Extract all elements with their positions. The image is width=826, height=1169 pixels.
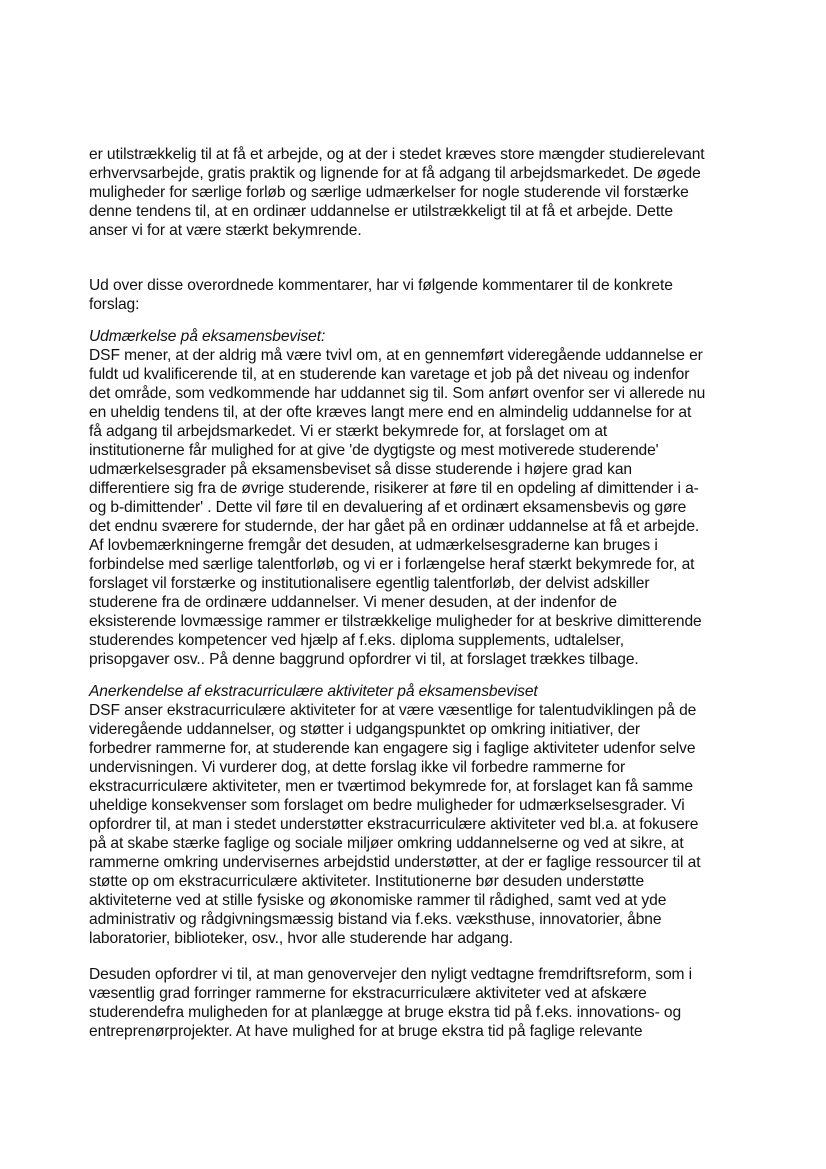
text-line: forbindelse med særlige talentforløb, og vi er i forlængelse heraf stærkt bekymrede for, at: [89, 556, 695, 573]
section-heading: Anerkendelse af ekstracurriculære aktiviteter på eksamensbeviset: [89, 683, 538, 700]
text-line: og b-dimittender' . Dette vil føre til en devaluering af et ordinært eksamensbevis og gøre: [89, 499, 687, 516]
text-line: det område, som vedkommende har uddannet sig til. Som anført ovenfor ser vi allerede nu: [89, 385, 706, 402]
text-line: forslag:: [89, 296, 140, 313]
text-line: anser vi for at være stærkt bekymrende.: [89, 222, 362, 239]
text-line: det endnu sværere for studernde, der har gået på en ordinær uddannelse at få et arbejde.: [89, 518, 700, 535]
text-line: ekstracurriculære aktiviteter, men er tværtimod bekymrede for, at forslaget kan få samme: [89, 778, 693, 795]
text-line: fuldt ud kvalificerende til, at en studerende kan varetage et job på det niveau og indenfor: [89, 366, 690, 383]
text-line: rammerne omkring undervisernes arbejdstid understøtter, at der er faglige ressourcer til at: [89, 854, 701, 871]
text-line: Desuden opfordrer vi til, at man genovervejer den nyligt vedtagne fremdriftsreform, som i: [89, 966, 693, 983]
text-line: prisopgaver osv.. På denne baggrund opfordrer vi til, at forslaget trækkes tilbage.: [89, 651, 639, 668]
text-line: uheldige konsekvenser som forslaget om bedre muligheder for udmærkselsesgrader. Vi: [89, 797, 685, 814]
text-line: administrativ og rådgivningsmæssig bistand via f.eks. væksthuse, innovatorier, åbne: [89, 911, 662, 928]
text-line: forbedrer rammerne for, at studerende kan engagere sig i faglige aktiviteter udenfor selve: [89, 740, 696, 757]
text-line: differentiere sig fra de øvrige studerende, risikerer at føre til en opdeling af dimittender i a-: [89, 480, 699, 497]
text-line: muligheder for særlige forløb og særlige udmærkelser for nogle studerende vil forstærke: [89, 184, 689, 201]
text-line: væsentlig grad forringer rammerne for ekstracurriculære aktiviteter ved at afskære: [89, 985, 647, 1002]
text-line: studerene fra de ordinære uddannelser. Vi mener desuden, at der indenfor de: [89, 594, 617, 611]
text-line: DSF mener, at der aldrig må være tvivl om, at en gennemført videregående uddannelse er: [89, 347, 703, 364]
text-line: aktiviteterne ved at stille fysiske og økonomiske rammer til rådighed, samt ved at yde: [89, 892, 667, 909]
text-line: forslaget vil forstærke og institutionalisere egentlig talentforløb, der delvist adskiller: [89, 575, 650, 592]
section-heading: Udmærkelse på eksamensbeviset:: [89, 328, 326, 345]
text-line: støtte op om ekstracurriculære aktiviteter. Institutionerne bør desuden understøtte: [89, 873, 645, 890]
text-line: studerendefra muligheden for at planlægge at bruge ekstra tid på f.eks. innovations- og: [89, 1004, 682, 1021]
text-line: entreprenørprojekter. At have mulighed for at bruge ekstra tid på faglige relevante: [89, 1023, 643, 1040]
text-line: videregående uddannelser, og støtter i udgangspunktet op omkring initiativer, der: [89, 721, 641, 738]
text-line: få adgang til arbejdsmarkedet. Vi er stærkt bekymrede for, at forslaget om at: [89, 423, 608, 440]
text-line: Af lovbemærkningerne fremgår det desuden, at udmærkelsesgraderne kan bruges i: [89, 537, 658, 554]
text-line: DSF anser ekstracurriculære aktiviteter for at være væsentlige for talentudviklingen på de: [89, 702, 697, 719]
text-line: er utilstrækkelig til at få et arbejde, og at der i stedet kræves store mængder studierelevant: [89, 146, 705, 163]
text-line: denne tendens til, at en ordinær uddannelse er utilstrækkeligt til at få et arbejde. Dette: [89, 203, 673, 220]
text-line: Ud over disse overordnede kommentarer, har vi følgende kommentarer til de konkrete: [89, 277, 673, 294]
text-line: en uheldig tendens til, at der ofte kræves langt mere end en almindelig uddannelse for at: [89, 404, 692, 421]
text-line: udmærkelsesgrader på eksamensbeviset så disse studerende i højere grad kan: [89, 461, 633, 478]
text-line: på at skabe stærke faglige og sociale miljøer omkring uddannelserne og ved at sikre, at: [89, 835, 684, 852]
text-line: erhvervsarbejde, gratis praktik og lignende for at få adgang til arbejdsmarkedet. De øgede: [89, 165, 701, 182]
text-line: eksisterende lovmæssige rammer er tilstrækkelige muligheder for at beskrive dimitterende: [89, 613, 702, 630]
text-line: laboratorier, biblioteker, osv., hvor alle studerende har adgang.: [89, 930, 514, 947]
text-line: opfordrer til, at man i stedet understøtter ekstracurriculære aktiviteter ved bl.a. at fokusere: [89, 816, 699, 833]
text-line: studerendes kompetencer ved hjælp af f.eks. diploma supplements, udtalelser,: [89, 632, 625, 649]
text-line: institutionerne får mulighed for at give 'de dygtigste og mest motiverede studerende': [89, 442, 659, 459]
text-line: undervisningen. Vi vurderer dog, at dette forslag ikke vil forbedre rammerne for: [89, 759, 626, 776]
